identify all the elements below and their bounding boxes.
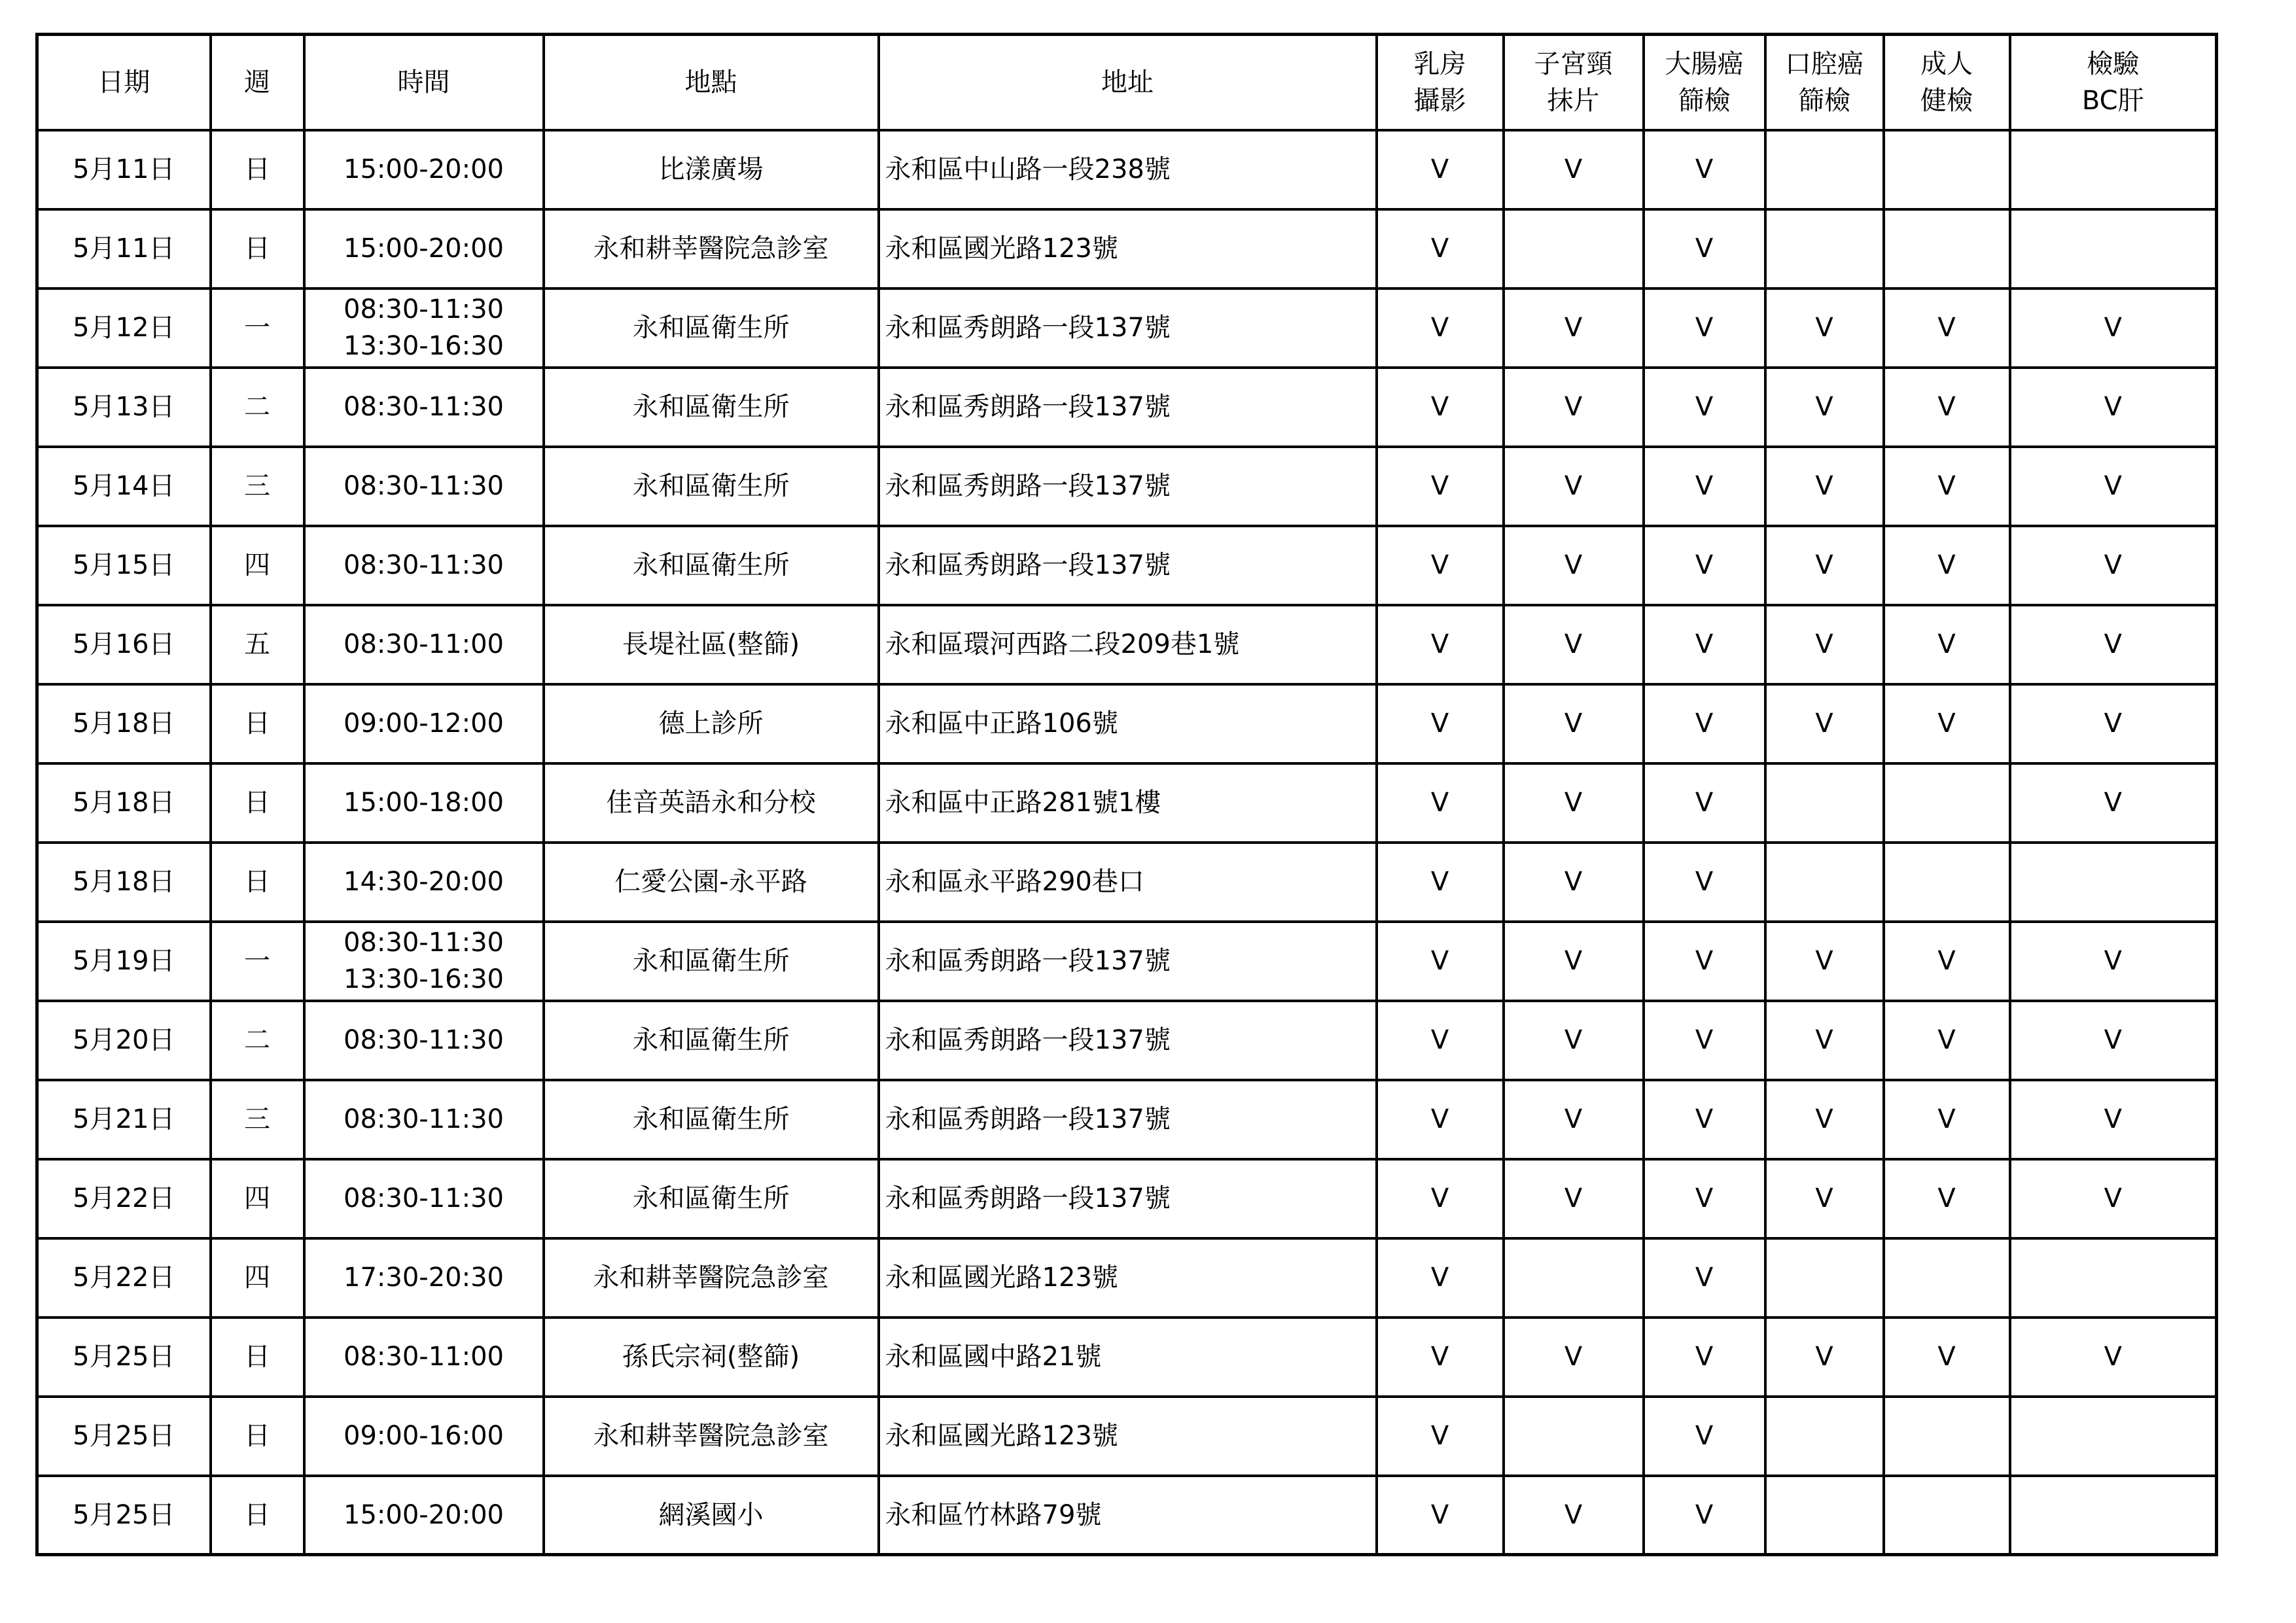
check-hepatitis: V [2010,684,2217,763]
date-cell: 5月19日 [37,922,211,1001]
date-cell: 5月16日 [37,605,211,684]
location-cell: 永和區衛生所 [544,368,879,447]
address-cell: 永和區國光路123號 [879,1397,1377,1476]
header-hepatitis [2010,35,2217,130]
check-colorectal: V [1644,1476,1765,1555]
check-colorectal: V [1644,209,1765,288]
check-oral [1765,843,1884,922]
address-cell: 永和區秀朗路一段137號 [879,526,1377,605]
screening-schedule-table [35,33,2218,1556]
location-cell: 永和區衛生所 [544,447,879,526]
check-breast: V [1377,1476,1504,1555]
check-breast: V [1377,288,1504,368]
check-oral [1765,209,1884,288]
table-row [37,1397,2217,1476]
check-adult [1884,130,2010,209]
time-range: 08:30-11:30 [344,1104,504,1134]
weekday-cell: 日 [211,763,304,843]
table-row [37,1476,2217,1555]
table-row [37,684,2217,763]
check-hepatitis: V [2010,1159,2217,1238]
date-cell: 5月25日 [37,1476,211,1555]
date-cell: 5月18日 [37,763,211,843]
header-colorectal-line: 篩檢 [1678,85,1731,116]
weekday-cell: 二 [211,1001,304,1080]
header-hepatitis-line: 檢驗 [2087,48,2140,79]
check-adult [1884,1238,2010,1318]
check-colorectal: V [1644,684,1765,763]
address-cell: 永和區秀朗路一段137號 [879,922,1377,1001]
time-cell [304,1238,544,1318]
check-colorectal: V [1644,763,1765,843]
date-cell: 5月20日 [37,1001,211,1080]
table-row [37,1159,2217,1238]
check-colorectal: V [1644,922,1765,1001]
table-row [37,605,2217,684]
check-colorectal: V [1644,447,1765,526]
time-cell [304,1397,544,1476]
time-range: 08:30-11:30 [344,1025,504,1055]
time-range: 09:00-12:00 [344,708,504,739]
check-breast: V [1377,763,1504,843]
check-breast: V [1377,1238,1504,1318]
check-oral [1765,1238,1884,1318]
check-hepatitis [2010,209,2217,288]
date-cell: 5月15日 [37,526,211,605]
check-adult: V [1884,1080,2010,1159]
header-hepatitis-line: BC肝 [2081,85,2144,116]
check-colorectal: V [1644,1159,1765,1238]
weekday-cell: 日 [211,684,304,763]
time-range: 15:00-20:00 [344,154,504,184]
check-hepatitis: V [2010,605,2217,684]
table-row [37,130,2217,209]
header-adult-line: 健檢 [1920,85,1973,116]
header-location [544,35,879,130]
weekday-cell: 三 [211,447,304,526]
check-breast: V [1377,1397,1504,1476]
weekday-cell: 日 [211,1476,304,1555]
check-adult: V [1884,526,2010,605]
header-oral-line: 篩檢 [1798,85,1850,116]
check-hepatitis: V [2010,1080,2217,1159]
weekday-cell: 二 [211,368,304,447]
header-date [37,35,211,130]
address-cell: 永和區秀朗路一段137號 [879,1001,1377,1080]
date-cell: 5月25日 [37,1318,211,1397]
time-cell [304,605,544,684]
check-cervical: V [1504,130,1644,209]
check-cervical: V [1504,368,1644,447]
time-range: 08:30-11:30 [344,471,504,501]
header-address-line: 地址 [1101,67,1154,97]
header-cervical-line: 抹片 [1547,85,1600,116]
weekday-cell: 三 [211,1080,304,1159]
time-cell [304,130,544,209]
time-range: 13:30-16:30 [344,964,504,994]
check-cervical: V [1504,684,1644,763]
header-colorectal [1644,35,1765,130]
weekday-cell: 日 [211,1397,304,1476]
date-cell: 5月18日 [37,684,211,763]
check-cervical: V [1504,1001,1644,1080]
time-range: 09:00-16:00 [344,1421,504,1451]
table-row [37,843,2217,922]
date-cell: 5月14日 [37,447,211,526]
weekday-cell: 一 [211,922,304,1001]
check-hepatitis [2010,130,2217,209]
time-cell [304,843,544,922]
check-adult: V [1884,368,2010,447]
check-breast: V [1377,684,1504,763]
weekday-cell: 五 [211,605,304,684]
check-adult [1884,1476,2010,1555]
time-range: 08:30-11:30 [344,294,504,324]
weekday-cell: 一 [211,288,304,368]
header-location-line: 地點 [684,67,737,97]
location-cell: 比漾廣場 [544,130,879,209]
header-oral-line: 口腔癌 [1785,48,1863,79]
location-cell: 永和區衛生所 [544,1080,879,1159]
date-cell: 5月13日 [37,368,211,447]
address-cell: 永和區國光路123號 [879,1238,1377,1318]
weekday-cell: 日 [211,130,304,209]
header-adult [1884,35,2010,130]
table-row [37,1080,2217,1159]
date-cell: 5月11日 [37,130,211,209]
address-cell: 永和區中山路一段238號 [879,130,1377,209]
table-row [37,1318,2217,1397]
check-cervical: V [1504,1080,1644,1159]
time-cell [304,447,544,526]
check-cervical: V [1504,1318,1644,1397]
check-colorectal: V [1644,1397,1765,1476]
location-cell: 永和耕莘醫院急診室 [544,1397,879,1476]
check-cervical [1504,1397,1644,1476]
header-oral [1765,35,1884,130]
check-oral [1765,130,1884,209]
check-colorectal: V [1644,526,1765,605]
check-adult: V [1884,288,2010,368]
check-oral: V [1765,1001,1884,1080]
date-cell: 5月21日 [37,1080,211,1159]
header-weekday-line: 週 [244,67,270,97]
check-adult: V [1884,447,2010,526]
location-cell: 永和區衛生所 [544,288,879,368]
check-cervical: V [1504,1476,1644,1555]
check-oral [1765,763,1884,843]
check-cervical: V [1504,288,1644,368]
location-cell: 永和耕莘醫院急診室 [544,209,879,288]
address-cell: 永和區秀朗路一段137號 [879,1080,1377,1159]
check-hepatitis: V [2010,288,2217,368]
header-address [879,35,1377,130]
check-hepatitis: V [2010,1001,2217,1080]
location-cell: 長堤社區(整篩) [544,605,879,684]
table-row [37,763,2217,843]
address-cell: 永和區永平路290巷口 [879,843,1377,922]
check-breast: V [1377,1001,1504,1080]
check-adult: V [1884,1159,2010,1238]
check-adult: V [1884,1318,2010,1397]
check-hepatitis: V [2010,763,2217,843]
date-cell: 5月25日 [37,1397,211,1476]
address-cell: 永和區國光路123號 [879,209,1377,288]
check-colorectal: V [1644,368,1765,447]
table-body [37,130,2217,1555]
check-cervical: V [1504,843,1644,922]
header-time [304,35,544,130]
time-cell [304,526,544,605]
time-range: 13:30-16:30 [344,331,504,361]
header-breast [1377,35,1504,130]
date-cell: 5月22日 [37,1159,211,1238]
table-row [37,526,2217,605]
location-cell: 永和區衛生所 [544,526,879,605]
check-adult [1884,209,2010,288]
check-cervical [1504,1238,1644,1318]
weekday-cell: 日 [211,843,304,922]
address-cell: 永和區秀朗路一段137號 [879,1159,1377,1238]
location-cell: 佳音英語永和分校 [544,763,879,843]
check-colorectal: V [1644,130,1765,209]
time-range: 15:00-20:00 [344,234,504,264]
check-breast: V [1377,1080,1504,1159]
table-row [37,1001,2217,1080]
check-oral: V [1765,288,1884,368]
check-oral: V [1765,684,1884,763]
header-colorectal-line: 大腸癌 [1665,48,1744,79]
location-cell: 永和耕莘醫院急診室 [544,1238,879,1318]
time-range: 08:30-11:30 [344,550,504,580]
date-cell: 5月12日 [37,288,211,368]
header-breast-line: 攝影 [1413,85,1466,116]
check-cervical: V [1504,922,1644,1001]
check-colorectal: V [1644,288,1765,368]
check-oral: V [1765,447,1884,526]
weekday-cell: 日 [211,1318,304,1397]
check-adult: V [1884,922,2010,1001]
time-cell [304,1159,544,1238]
location-cell: 永和區衛生所 [544,922,879,1001]
check-oral: V [1765,368,1884,447]
check-cervical: V [1504,447,1644,526]
time-range: 15:00-18:00 [344,788,504,818]
table-row [37,447,2217,526]
header-row [37,35,2217,130]
date-cell: 5月22日 [37,1238,211,1318]
time-cell [304,684,544,763]
time-range: 08:30-11:00 [344,629,504,659]
weekday-cell: 四 [211,1159,304,1238]
check-hepatitis: V [2010,1318,2217,1397]
check-breast: V [1377,368,1504,447]
check-cervical: V [1504,526,1644,605]
table-header [37,35,2217,130]
location-cell: 仁愛公園-永平路 [544,843,879,922]
check-hepatitis [2010,1238,2217,1318]
address-cell: 永和區中正路106號 [879,684,1377,763]
time-cell [304,1080,544,1159]
check-hepatitis: V [2010,368,2217,447]
time-cell [304,922,544,1001]
check-adult [1884,763,2010,843]
table-row [37,288,2217,368]
check-oral [1765,1397,1884,1476]
time-range: 08:30-11:30 [344,392,504,422]
time-cell [304,209,544,288]
table-row [37,922,2217,1001]
check-breast: V [1377,209,1504,288]
weekday-cell: 四 [211,1238,304,1318]
time-range: 14:30-20:00 [344,867,504,897]
check-hepatitis [2010,1397,2217,1476]
check-cervical: V [1504,605,1644,684]
address-cell: 永和區環河西路二段209巷1號 [879,605,1377,684]
check-breast: V [1377,447,1504,526]
time-cell [304,1476,544,1555]
check-colorectal: V [1644,1238,1765,1318]
header-cervical-line: 子宮頸 [1534,48,1613,79]
check-hepatitis: V [2010,922,2217,1001]
time-cell [304,763,544,843]
time-range: 17:30-20:30 [344,1263,504,1293]
check-oral: V [1765,1318,1884,1397]
address-cell: 永和區國中路21號 [879,1318,1377,1397]
header-breast-line: 乳房 [1413,48,1466,79]
check-cervical: V [1504,763,1644,843]
time-cell [304,1318,544,1397]
address-cell: 永和區秀朗路一段137號 [879,288,1377,368]
location-cell: 永和區衛生所 [544,1159,879,1238]
check-adult [1884,843,2010,922]
check-oral: V [1765,605,1884,684]
time-cell [304,288,544,368]
check-adult: V [1884,1001,2010,1080]
location-cell: 永和區衛生所 [544,1001,879,1080]
check-breast: V [1377,922,1504,1001]
check-oral: V [1765,1159,1884,1238]
check-hepatitis [2010,1476,2217,1555]
time-range: 08:30-11:30 [344,928,504,958]
header-cervical [1504,35,1644,130]
time-cell [304,1001,544,1080]
check-hepatitis [2010,843,2217,922]
check-colorectal: V [1644,1001,1765,1080]
check-adult: V [1884,605,2010,684]
address-cell: 永和區秀朗路一段137號 [879,447,1377,526]
check-oral: V [1765,1080,1884,1159]
address-cell: 永和區竹林路79號 [879,1476,1377,1555]
weekday-cell: 四 [211,526,304,605]
time-range: 15:00-20:00 [344,1499,504,1530]
location-cell: 孫氏宗祠(整篩) [544,1318,879,1397]
table-row [37,1238,2217,1318]
address-cell: 永和區秀朗路一段137號 [879,368,1377,447]
check-hepatitis: V [2010,526,2217,605]
check-breast: V [1377,1159,1504,1238]
check-oral: V [1765,922,1884,1001]
check-oral: V [1765,526,1884,605]
check-breast: V [1377,526,1504,605]
header-date-line: 日期 [97,67,150,97]
time-range: 08:30-11:30 [344,1183,504,1213]
check-breast: V [1377,843,1504,922]
check-adult: V [1884,684,2010,763]
time-cell [304,368,544,447]
check-colorectal: V [1644,843,1765,922]
address-cell: 永和區中正路281號1樓 [879,763,1377,843]
date-cell: 5月18日 [37,843,211,922]
check-breast: V [1377,130,1504,209]
header-weekday [211,35,304,130]
time-range: 08:30-11:00 [344,1342,504,1372]
check-colorectal: V [1644,1318,1765,1397]
date-cell: 5月11日 [37,209,211,288]
check-cervical [1504,209,1644,288]
check-colorectal: V [1644,1080,1765,1159]
weekday-cell: 日 [211,209,304,288]
table-row [37,209,2217,288]
check-breast: V [1377,605,1504,684]
location-cell: 網溪國小 [544,1476,879,1555]
check-breast: V [1377,1318,1504,1397]
check-hepatitis: V [2010,447,2217,526]
location-cell: 德上診所 [544,684,879,763]
header-adult-line: 成人 [1920,48,1973,79]
check-oral [1765,1476,1884,1555]
check-adult [1884,1397,2010,1476]
check-cervical: V [1504,1159,1644,1238]
header-time-line: 時間 [397,67,450,97]
table-row [37,368,2217,447]
check-colorectal: V [1644,605,1765,684]
